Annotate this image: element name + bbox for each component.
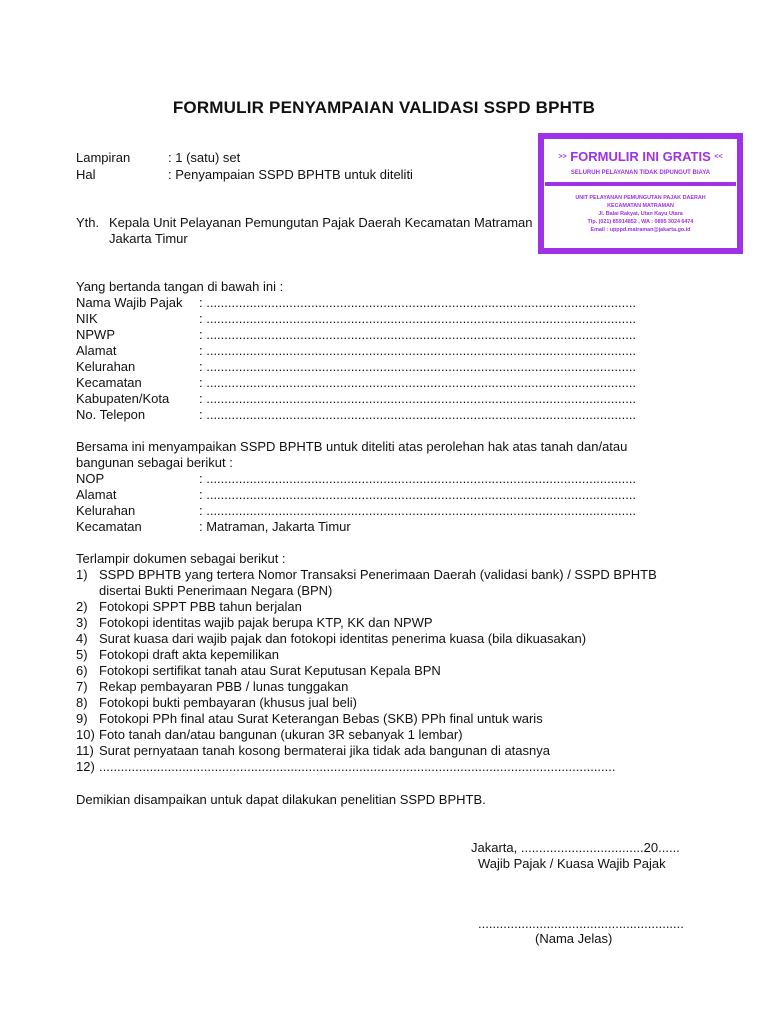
applicant-intro: Yang bertanda tangan di bawah ini : (76, 279, 284, 294)
applicant-field-label: NPWP (76, 327, 115, 342)
attachment-item-text: disertai Bukti Penerimaan Negara (BPN) (99, 583, 333, 598)
attachment-item-text: Surat pernyataan tanah kosong bermaterai jika tidak ada bangunan di atasnya (99, 743, 550, 758)
applicant-field-value: : ....................................................................................................................... (199, 391, 637, 406)
signature-role: Wajib Pajak / Kuasa Wajib Pajak (478, 856, 666, 871)
attachment-item-number: 3) (76, 615, 88, 630)
hal-value: : Penyampaian SSPD BPHTB untuk diteliti (168, 167, 413, 182)
property-field-value: : ....................................................................................................................... (199, 503, 637, 518)
attachment-item-number: 12) (76, 759, 95, 774)
notice-address: Jl. Balai Rakyat, Utan Kayu Utara (598, 211, 683, 217)
property-intro-line2: bangunan sebagai berikut : (76, 455, 233, 470)
applicant-field-label: Kecamatan (76, 375, 142, 390)
property-field-label: Kelurahan (76, 503, 136, 518)
document-title: FORMULIR PENYAMPAIAN VALIDASI SSPD BPHTB (172, 98, 596, 117)
attachment-item-text: Fotokopi sertifikat tanah atau Surat Keputusan Kepala BPN (99, 663, 441, 678)
addressee-prefix: Yth. (76, 215, 100, 230)
signature-line: ......................................................... (478, 916, 684, 931)
property-field-label: NOP (76, 471, 105, 486)
applicant-field-value: : ....................................................................................................................... (199, 375, 637, 390)
notice-sub: SELURUH PELAYANAN TIDAK DIPUNGUT BIAYA (570, 169, 711, 176)
attachment-item-number: 5) (76, 647, 88, 662)
notice-email: Email : upppd.matraman@jakarta.go.id (590, 227, 691, 233)
attachment-item-number: 10) (76, 727, 95, 742)
applicant-field-label: Kelurahan (76, 359, 136, 374)
applicant-field-label: Nama Wajib Pajak (76, 295, 183, 310)
applicant-field-label: No. Telepon (76, 407, 146, 422)
property-field-value: : ....................................................................................................................... (199, 487, 637, 502)
attachment-item-text: Surat kuasa dari wajib pajak dan fotokopi identitas penerima kuasa (bila dikuasakan) (99, 631, 587, 646)
hal-label: Hal (76, 167, 96, 182)
attachment-item-text: Foto tanah dan/atau bangunan (ukuran 3R sebanyak 1 lembar) (99, 727, 463, 742)
applicant-field-value: : ....................................................................................................................... (199, 327, 637, 342)
attachment-item-number: 6) (76, 663, 88, 678)
property-intro-line1: Bersama ini menyampaikan SSPD BPHTB untuk diteliti atas perolehan hak atas tanah dan/atau (76, 439, 628, 454)
addressee-line1: Kepala Unit Pelayanan Pemungutan Pajak Daerah Kecamatan Matraman (109, 215, 533, 230)
applicant-field-value: : ....................................................................................................................... (199, 359, 637, 374)
attachment-item-number: 1) (76, 567, 88, 582)
property-field-value: : ....................................................................................................................... (199, 471, 637, 486)
attachment-item-number: 11) (76, 743, 94, 758)
property-field-value: : Matraman, Jakarta Timur (199, 519, 351, 534)
attachment-item-number: 7) (76, 679, 88, 694)
property-field-label: Alamat (76, 487, 117, 502)
arrow-right-icon: >> (558, 153, 567, 161)
property-field-label: Kecamatan (76, 519, 142, 534)
applicant-field-value: : ....................................................................................................................... (199, 295, 637, 310)
attachments-intro: Terlampir dokumen sebagai berikut : (76, 551, 286, 566)
applicant-field-value: : ....................................................................................................................... (199, 343, 637, 358)
attachment-item-number: 4) (76, 631, 88, 646)
notice-unit-line2: KECAMATAN MATRAMAN (607, 203, 674, 209)
lampiran-value: : 1 (satu) set (168, 150, 241, 165)
lampiran-label: Lampiran (76, 150, 131, 165)
attachment-item-number: 2) (76, 599, 88, 614)
applicant-field-value: : ....................................................................................................................... (199, 311, 637, 326)
signature-name-label: (Nama Jelas) (535, 931, 613, 946)
closing-text: Demikian disampaikan untuk dapat dilakukan penelitian SSPD BPHTB. (76, 792, 486, 807)
applicant-field-label: NIK (76, 311, 98, 326)
notice-body (545, 194, 736, 234)
applicant-field-label: Alamat (76, 343, 117, 358)
applicant-field-label: Kabupaten/Kota (76, 391, 170, 406)
attachment-item-text: Fotokopi draft akta kepemilikan (99, 647, 279, 662)
arrow-left-icon: << (714, 153, 723, 161)
attachment-item-text: Fotokopi bukti pembayaran (khusus jual beli) (99, 695, 357, 710)
addressee-line2: Jakarta Timur (109, 231, 188, 246)
applicant-field-value: : ....................................................................................................................... (199, 407, 637, 422)
attachment-item-text: Fotokopi SPPT PBB tahun berjalan (99, 599, 302, 614)
attachment-item-number: 8) (76, 695, 88, 710)
signature-place-date: Jakarta, ..................................20...... (471, 840, 680, 855)
notice-unit-line1: UNIT PELAYANAN PEMUNGUTAN PAJAK DAERAH (575, 195, 706, 201)
attachment-item-text: Fotokopi identitas wajib pajak berupa KTP, KK dan NPWP (99, 615, 433, 630)
attachment-item-text: ............................................................................................................................................... (99, 759, 616, 774)
attachment-item-number: 9) (76, 711, 88, 726)
attachment-item-text: Rekap pembayaran PBB / lunas tunggakan (99, 679, 349, 694)
notice-main: FORMULIR INI GRATIS (570, 149, 711, 164)
attachment-item-text: SSPD BPHTB yang tertera Nomor Transaksi Penerimaan Daerah (validasi bank) / SSPD BPHTB (99, 567, 657, 582)
notice-phone: Tlp. (021) 85914852 , WA : 0895 3024 6474 (587, 219, 694, 225)
free-form-notice (538, 133, 743, 254)
attachment-item-text: Fotokopi PPh final atau Surat Keterangan Bebas (SKB) PPh final untuk waris (99, 711, 543, 726)
notice-header (545, 140, 736, 186)
